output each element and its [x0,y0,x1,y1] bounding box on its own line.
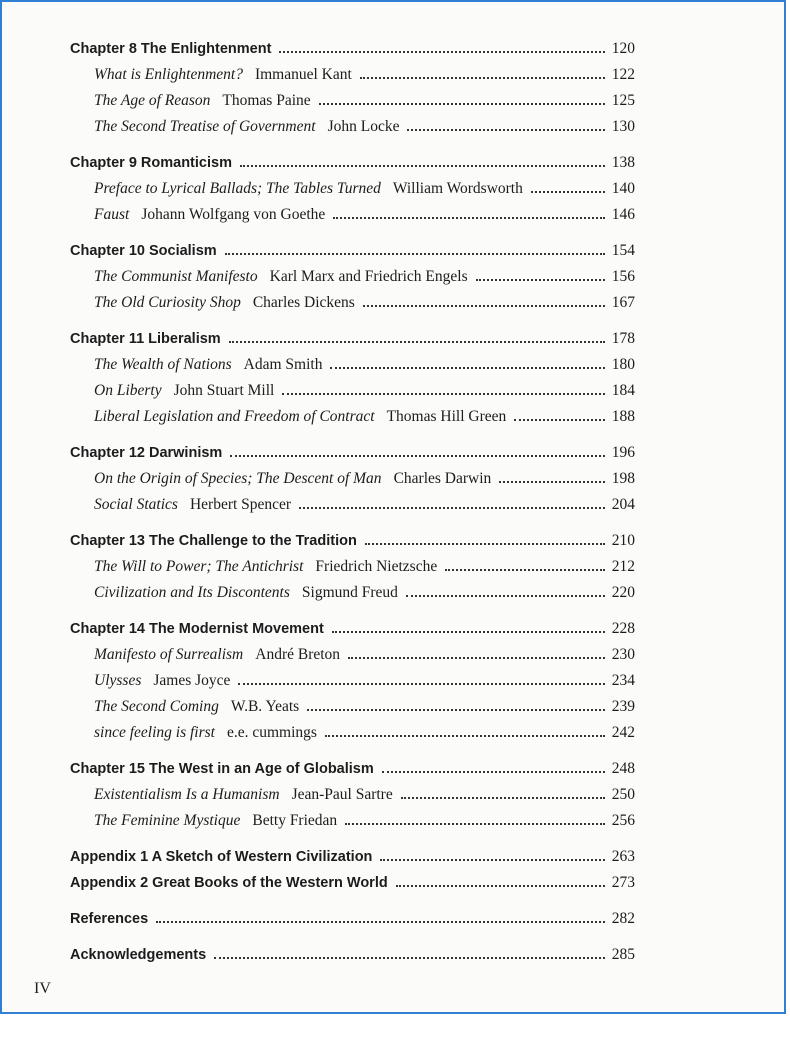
dot-leader [382,771,605,773]
chapter-title: Chapter 12 Darwinism [70,445,223,461]
page-number: 167 [611,294,635,311]
toc-entry [70,180,635,206]
author-name: Sigmund Freud [301,584,398,601]
work-title: The Communist Manifesto [94,268,258,285]
toc-entry [70,470,635,496]
author-name: Johann Wolfgang von Goethe [141,206,326,223]
work-title: Manifesto of Surrealism [94,646,244,663]
toc-entry [70,584,635,610]
dot-leader [333,217,605,219]
page-number: 242 [611,724,635,741]
chapter-8-heading [70,40,635,66]
author-name: Jean-Paul Sartre [291,786,393,803]
author-name: John Locke [327,118,400,135]
toc-entry [70,672,635,698]
page-number: 220 [611,584,635,601]
chapter-title: Chapter 15 The West in an Age of Globalism [70,761,374,777]
dot-leader [445,569,605,571]
page-number: 234 [611,672,635,689]
author-name: e.e. cummings [226,724,317,741]
table-of-contents [70,40,635,972]
dot-leader [401,797,605,799]
dot-leader [279,51,605,53]
dot-leader [365,543,605,545]
page-number: 248 [611,760,635,777]
dot-leader [348,657,605,659]
chapter-title: Chapter 11 Liberalism [70,331,221,347]
acknowledgements-title: Acknowledgements [70,947,207,963]
toc-entry [70,698,635,724]
page-number: 154 [611,242,635,259]
chapter-title: Chapter 10 Socialism [70,243,217,259]
dot-leader [238,683,605,685]
page-number: 273 [611,874,635,891]
author-name: Charles Dickens [252,294,355,311]
appendix-2-heading [70,874,635,900]
page-number: 156 [611,268,635,285]
work-title: What is Enlightenment? [94,66,243,83]
dot-leader [214,957,605,959]
toc-entry [70,646,635,672]
author-name: Thomas Hill Green [386,408,507,425]
work-title: Faust [94,206,130,223]
page-number: 285 [611,946,635,963]
chapter-title: Chapter 14 The Modernist Movement [70,621,324,637]
page-number: 263 [611,848,635,865]
toc-entry [70,356,635,382]
page-number: 146 [611,206,635,223]
page-number: 120 [611,40,635,57]
toc-entry [70,206,635,232]
page-number: 239 [611,698,635,715]
page-number: 250 [611,786,635,803]
author-name: Adam Smith [243,356,323,373]
toc-entry [70,724,635,750]
work-title: The Wealth of Nations [94,356,232,373]
page-number: 188 [611,408,635,425]
work-title: The Age of Reason [94,92,211,109]
dot-leader [319,103,605,105]
dot-leader [360,77,605,79]
toc-entry [70,558,635,584]
dot-leader [499,481,605,483]
dot-leader [156,921,605,923]
page-number: 178 [611,330,635,347]
page-number: 196 [611,444,635,461]
author-name: Immanuel Kant [254,66,352,83]
work-title: On Liberty [94,382,162,399]
chapter-13-heading [70,532,635,558]
author-name: Betty Friedan [252,812,338,829]
author-name: Karl Marx and Friedrich Engels [269,268,468,285]
dot-leader [380,859,605,861]
dot-leader [225,253,605,255]
dot-leader [332,631,605,633]
page-number: 184 [611,382,635,399]
dot-leader [407,129,605,131]
toc-entry [70,382,635,408]
dot-leader [307,709,605,711]
page-number: 138 [611,154,635,171]
chapter-10-heading [70,242,635,268]
page-number: 212 [611,558,635,575]
page-number: 256 [611,812,635,829]
dot-leader [396,885,605,887]
work-title: Civilization and Its Discontents [94,584,290,601]
author-name: William Wordsworth [392,180,523,197]
dot-leader [240,165,605,167]
work-title: On the Origin of Species; The Descent of Man [94,470,382,487]
page-number: 282 [611,910,635,927]
work-title: Preface to Lyrical Ballads; The Tables Turned [94,180,381,197]
author-name: Herbert Spencer [189,496,292,513]
work-title: The Second Coming [94,698,219,715]
page-number: 122 [611,66,635,83]
page-number: 140 [611,180,635,197]
dot-leader [325,735,605,737]
toc-entry [70,812,635,838]
page-number: 230 [611,646,635,663]
work-title: The Feminine Mystique [94,812,241,829]
author-name: James Joyce [153,672,231,689]
toc-entry [70,66,635,92]
dot-leader [282,393,605,395]
page-number: 210 [611,532,635,549]
references-title: References [70,911,149,927]
folio-page-number: IV [34,980,51,997]
author-name: Charles Darwin [393,470,492,487]
page-number: 130 [611,118,635,135]
page-number: 180 [611,356,635,373]
author-name: W.B. Yeats [230,698,300,715]
toc-entry [70,92,635,118]
author-name: André Breton [255,646,341,663]
chapter-14-heading [70,620,635,646]
dot-leader [531,191,605,193]
work-title: The Second Treatise of Government [94,118,316,135]
dot-leader [476,279,605,281]
toc-entry [70,786,635,812]
appendix-title: Appendix 2 Great Books of the Western World [70,875,388,891]
toc-entry [70,118,635,144]
page-number: 125 [611,92,635,109]
page-number: 198 [611,470,635,487]
page-number: 204 [611,496,635,513]
toc-entry [70,496,635,522]
page-number: 228 [611,620,635,637]
work-title: The Old Curiosity Shop [94,294,241,311]
dot-leader [330,367,605,369]
chapter-15-heading [70,760,635,786]
chapter-title: Chapter 13 The Challenge to the Tradition [70,533,357,549]
dot-leader [229,341,605,343]
author-name: John Stuart Mill [173,382,275,399]
author-name: Thomas Paine [222,92,311,109]
chapter-title: Chapter 9 Romanticism [70,155,232,171]
dot-leader [406,595,605,597]
dot-leader [299,507,605,509]
work-title: since feeling is first [94,724,215,741]
dot-leader [514,419,605,421]
work-title: Existentialism Is a Humanism [94,786,280,803]
work-title: Ulysses [94,672,142,689]
toc-entry [70,268,635,294]
toc-entry [70,294,635,320]
appendix-1-heading [70,848,635,874]
chapter-9-heading [70,154,635,180]
acknowledgements-heading [70,946,635,972]
work-title: The Will to Power; The Antichrist [94,558,304,575]
dot-leader [230,455,605,457]
work-title: Social Statics [94,496,178,513]
dot-leader [363,305,605,307]
appendix-title: Appendix 1 A Sketch of Western Civilization [70,849,373,865]
work-title: Liberal Legislation and Freedom of Contract [94,408,375,425]
toc-entry [70,408,635,434]
chapter-11-heading [70,330,635,356]
dot-leader [345,823,605,825]
chapter-12-heading [70,444,635,470]
references-heading [70,910,635,936]
chapter-title: Chapter 8 The Enlightenment [70,41,272,57]
author-name: Friedrich Nietzsche [315,558,438,575]
